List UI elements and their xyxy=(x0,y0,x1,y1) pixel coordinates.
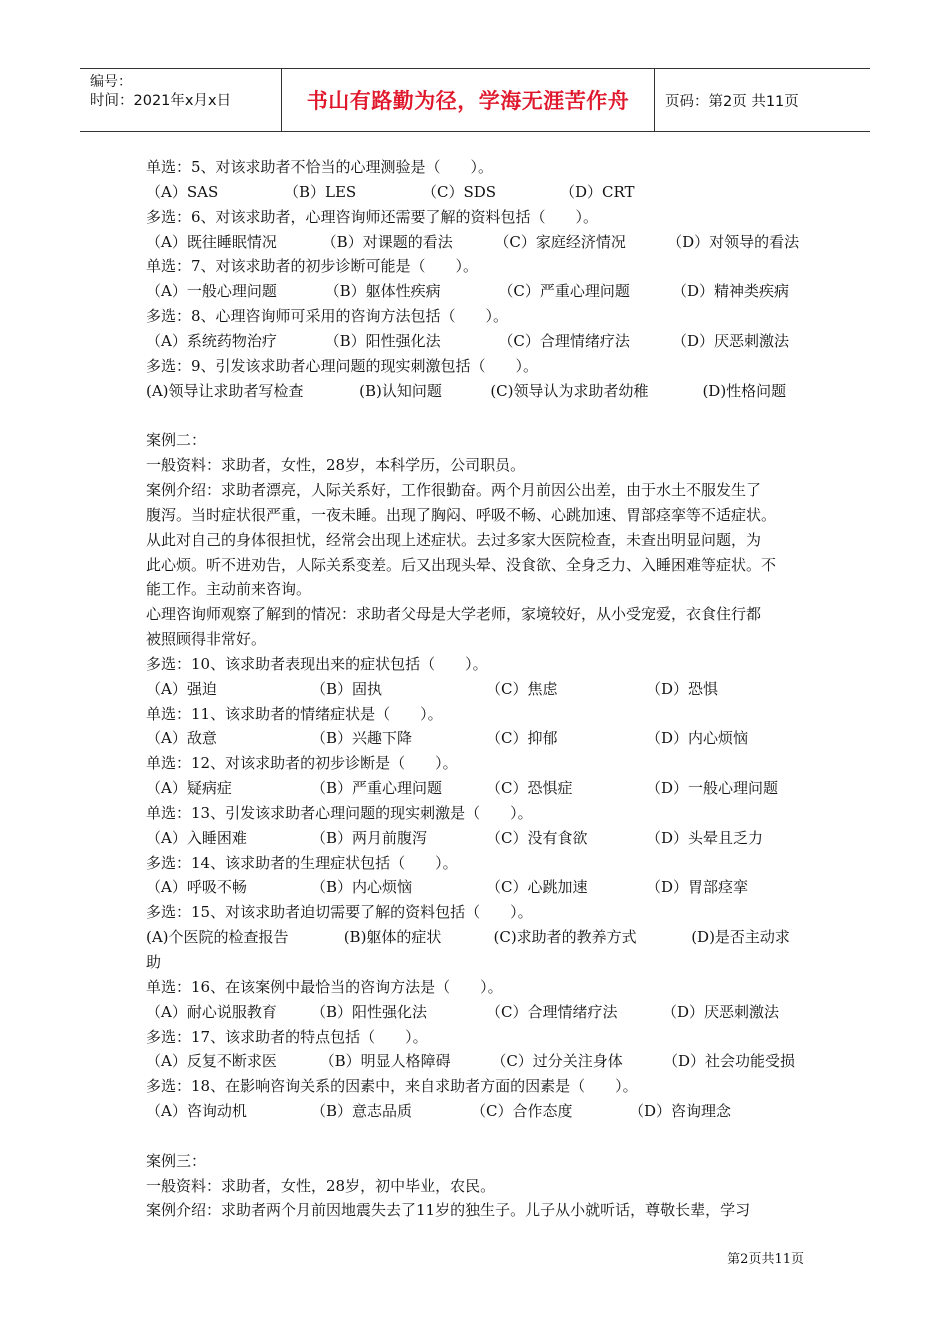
answer-option: （D）胃部痉挛 xyxy=(646,878,749,897)
answer-option: （D）社会功能受损 xyxy=(663,1052,796,1071)
blank-line xyxy=(146,1124,811,1149)
header-page-cell xyxy=(655,69,870,131)
answer-option: （B）明显人格障碍 xyxy=(319,1052,451,1071)
text-line: 被照顾得非常好。 xyxy=(146,630,267,649)
answer-option: （B）严重心理问题 xyxy=(311,779,443,798)
text-line: 案例介绍：求助者两个月前因地震失去了11岁的独生子。儿子从小就听话，尊敬长辈，学习 xyxy=(146,1201,751,1220)
answer-option: （A）敌意 xyxy=(146,729,217,748)
text-line: 案例三： xyxy=(146,1151,207,1170)
option-row xyxy=(146,180,811,205)
answer-option: （B）对课题的看法 xyxy=(321,232,453,251)
answer-option: （D）厌恶刺激法 xyxy=(662,1002,780,1021)
text-line: 多选：6、对该求助者，心理咨询师还需要了解的资料包括（ ）。 xyxy=(146,207,599,226)
answer-option: （B）意志品质 xyxy=(311,1102,413,1121)
answer-option: (B)认知问题 xyxy=(359,381,442,400)
option-row xyxy=(146,875,811,900)
option-row xyxy=(146,1099,811,1124)
answer-option: （B）LES xyxy=(284,182,357,201)
text-line: 此心烦。听不进劝告，人际关系变差。后又出现头晕、没食欲、全身乏力、入睡困难等症状。不 xyxy=(146,555,777,574)
text-line: 一般资料：求助者，女性，28岁，本科学历，公司职员。 xyxy=(146,456,526,475)
answer-option: （C）抑郁 xyxy=(486,729,558,748)
option-row xyxy=(146,1049,811,1074)
text-line: 多选：17、该求助者的特点包括（ ）。 xyxy=(146,1027,428,1046)
answer-option: （A）耐心说服教育 xyxy=(146,1002,277,1021)
answer-option: （D）咨询理念 xyxy=(629,1102,732,1121)
text-line: 从此对自己的身体很担忧，经常会出现上述症状。去过多家大医院检查，未查出明显问题，为 xyxy=(146,530,762,549)
text-line: 单选：11、该求助者的情绪症状是（ ）。 xyxy=(146,704,443,723)
answer-option: (C)领导认为求助者幼稚 xyxy=(490,381,649,400)
page-footer: 第2页共11页 xyxy=(727,1252,804,1267)
answer-option: （C）SDS xyxy=(422,182,497,201)
answer-option: （D）精神类疾病 xyxy=(672,282,790,301)
answer-option: （D）一般心理问题 xyxy=(646,779,779,798)
header-motto: 书山有路勤为径，学海无涯苦作舟 xyxy=(306,89,630,113)
answer-option: （A）咨询动机 xyxy=(146,1102,247,1121)
text-line: 多选：8、心理咨询师可采用的咨询方法包括（ ）。 xyxy=(146,307,509,326)
option-row xyxy=(146,677,811,702)
answer-option: （B）固执 xyxy=(311,679,383,698)
text-line: 多选：15、对该求助者迫切需要了解的资料包括（ ）。 xyxy=(146,903,533,922)
text-line: 单选：13、引发该求助者心理问题的现实刺激是（ ）。 xyxy=(146,803,533,822)
blank-line xyxy=(146,403,811,428)
header-motto-cell xyxy=(282,69,655,131)
option-row xyxy=(146,776,811,801)
answer-option: （B）阳性强化法 xyxy=(324,331,441,350)
text-line: 能工作。主动前来咨询。 xyxy=(146,580,312,599)
header-page-number: 页码：第2页 共11页 xyxy=(665,93,799,110)
text-line: 助 xyxy=(146,953,162,971)
answer-option: （A）反复不断求医 xyxy=(146,1052,277,1071)
option-row xyxy=(146,826,811,851)
text-line: 心理咨询师观察了解到的情况：求助者父母是大学老师，家境较好，从小受宠爱，衣食住行都 xyxy=(146,605,762,624)
text-line: 案例二： xyxy=(146,431,207,450)
answer-option: （B）两月前腹泻 xyxy=(311,828,428,847)
answer-option: (D)是否主动求 xyxy=(691,928,790,947)
answer-option: （B）内心烦恼 xyxy=(311,878,413,897)
answer-option: （A）疑病症 xyxy=(146,779,232,798)
text-line: 一般资料：求助者，女性，28岁，初中毕业，农民。 xyxy=(146,1176,496,1195)
answer-option: （C）严重心理问题 xyxy=(498,282,630,301)
text-line: 多选：18、在影响咨询关系的因素中，来自求助者方面的因素是（ ）。 xyxy=(146,1077,638,1096)
answer-option: （C）过分关注身体 xyxy=(491,1052,623,1071)
answer-option: （C）心跳加速 xyxy=(486,878,588,897)
answer-option: （C）合理情绪疗法 xyxy=(498,331,630,350)
text-line: 多选：14、该求助者的生理症状包括（ ）。 xyxy=(146,853,458,872)
answer-option: （A）强迫 xyxy=(146,679,217,698)
answer-option: （A）既往睡眠情况 xyxy=(146,232,277,251)
document-header xyxy=(80,68,870,132)
document-body xyxy=(146,155,811,1223)
answer-option: (A)领导让求助者写检查 xyxy=(146,381,304,400)
text-line: 单选：7、对该求助者的初步诊断可能是（ ）。 xyxy=(146,257,479,276)
text-line: 多选：9、引发该求助者心理问题的现实刺激包括（ ）。 xyxy=(146,356,539,375)
answer-option: （A）一般心理问题 xyxy=(146,282,277,301)
answer-option: （C）没有食欲 xyxy=(486,828,588,847)
option-row xyxy=(146,925,811,950)
text-line: 腹泻。当时症状很严重，一夜未睡。出现了胸闷、呼吸不畅、心跳加速、胃部痉挛等不适症状。 xyxy=(146,505,777,524)
option-row xyxy=(146,329,811,354)
answer-option: （B）阳性强化法 xyxy=(311,1002,428,1021)
header-meta-cell xyxy=(80,69,282,131)
text-line: 案例介绍：求助者漂亮，人际关系好，工作很勤奋。两个月前因公出差，由于水土不服发生了 xyxy=(146,480,762,499)
answer-option: （A）系统药物治疗 xyxy=(146,331,277,350)
answer-option: （D）恐惧 xyxy=(646,679,719,698)
text-line: 单选：16、在该案例中最恰当的咨询方法是（ ）。 xyxy=(146,977,503,996)
option-row xyxy=(146,379,811,404)
answer-option: （D）内心烦恼 xyxy=(646,729,749,748)
answer-option: （D）头晕且乏力 xyxy=(646,828,764,847)
answer-option: （B）兴趣下降 xyxy=(311,729,413,748)
answer-option: （C）焦虑 xyxy=(486,679,558,698)
answer-option: （D）CRT xyxy=(560,182,635,201)
option-row xyxy=(146,1000,811,1025)
answer-option: （D）厌恶刺激法 xyxy=(672,331,790,350)
document-date: 时间：2021年x月x日 xyxy=(90,93,232,109)
answer-option: （A）入睡困难 xyxy=(146,828,247,847)
answer-option: （C）恐惧症 xyxy=(486,779,573,798)
answer-option: (A)个医院的检查报告 xyxy=(146,928,289,947)
option-row xyxy=(146,279,811,304)
text-line: 单选：12、对该求助者的初步诊断是（ ）。 xyxy=(146,754,458,773)
answer-option: （A）SAS xyxy=(146,182,219,201)
text-line: 多选：10、该求助者表现出来的症状包括（ ）。 xyxy=(146,654,488,673)
option-row xyxy=(146,230,811,255)
answer-option: (D)性格问题 xyxy=(702,381,787,400)
option-row xyxy=(146,726,811,751)
answer-option: （D）对领导的看法 xyxy=(667,232,800,251)
answer-option: （C）合理情绪疗法 xyxy=(486,1002,618,1021)
answer-option: （B）躯体性疾病 xyxy=(324,282,441,301)
answer-option: （A）呼吸不畅 xyxy=(146,878,247,897)
answer-option: (C)求助者的教养方式 xyxy=(493,928,637,947)
answer-option: (B)躯体的症状 xyxy=(343,928,442,947)
answer-option: （C）家庭经济情况 xyxy=(494,232,626,251)
document-number-label: 编号： xyxy=(90,74,132,90)
text-line: 单选：5、对该求助者不恰当的心理测验是（ ）。 xyxy=(146,158,494,176)
answer-option: （C）合作态度 xyxy=(471,1102,573,1121)
